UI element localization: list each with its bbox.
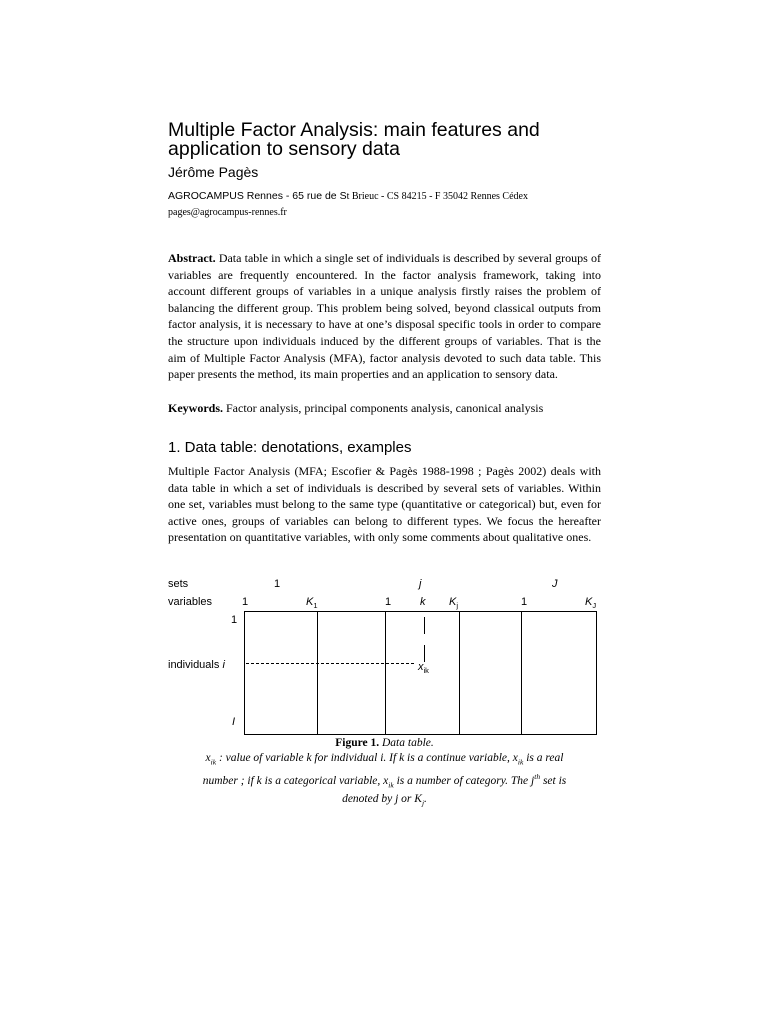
divider-3: [459, 611, 460, 734]
c2-b: is a number of category. The j: [393, 775, 535, 788]
c1-x2sub: ik: [517, 757, 524, 767]
affiliation-part2: t Brieuc - CS 84215 - F 35042 Rennes Cédex: [346, 191, 528, 202]
var-label-1b: 1: [385, 596, 392, 608]
keywords-text: Factor analysis, principal components analysis, canonical analysis: [223, 401, 544, 415]
c3-b: .: [424, 793, 427, 806]
K1-base: K: [306, 596, 314, 608]
ind-label-1: 1: [231, 614, 238, 626]
keywords-label: Keywords.: [168, 401, 223, 415]
row-label-variables: variables: [168, 596, 213, 608]
ind-label-I: I: [232, 716, 236, 728]
col-k-dash-2: [424, 645, 425, 662]
row-label-sets: sets: [168, 578, 189, 590]
c1-x2: x: [512, 752, 518, 764]
c2-a: number ; if k is a categorical variable,: [202, 775, 384, 788]
set-label-J: J: [552, 578, 558, 590]
c2-x: x: [383, 775, 389, 788]
KJ-sub: J: [592, 601, 597, 611]
abstract-label: Abstract.: [168, 251, 216, 265]
K1-sub: 1: [313, 601, 318, 611]
cell-x-ik: [418, 661, 429, 675]
section-heading: 1. Data table: denotations, examples: [168, 439, 412, 456]
var-label-1c: 1: [521, 596, 528, 608]
divider-1: [317, 611, 318, 734]
paper-title: Multiple Factor Analysis: main features and application to sensory data: [168, 119, 540, 160]
c1-a: : value of variable k for individual i. If k is a continue variable,: [216, 752, 513, 764]
figure-caption: [168, 736, 601, 811]
c2-c: set is: [540, 775, 567, 788]
c1-xsub: ik: [210, 757, 217, 767]
author-email: pages@agrocampus-rennes.fr: [168, 207, 287, 218]
keywords: [168, 400, 601, 417]
col-k-dash-1: [424, 617, 425, 634]
Kj-base: K: [449, 596, 457, 608]
set-label-j: j: [419, 578, 422, 590]
set-label-1: 1: [274, 578, 281, 590]
var-label-Kj: [449, 596, 458, 610]
c1-x: x: [205, 752, 211, 764]
c3-a: denoted by j or K: [342, 793, 422, 806]
KJ-base: K: [585, 596, 593, 608]
section-body: Multiple Factor Analysis (MFA; Escofier & Pagès 1988-1998 ; Pagès 2002) deals with data table in which a set of individuals is described by several sets of variables. Within one set, variables must belong to the same type (quantitative or categorical) but, even for active ones, groups of variables can belong to different types. We focus the hereafter presentation on quantitative variables, with only some comments about qualitative ones.: [168, 464, 601, 545]
caption-title-text: Data table.: [379, 737, 434, 749]
individual-i: i: [222, 659, 225, 671]
divider-4: [521, 611, 522, 734]
author-name: Jérôme Pagès: [168, 164, 259, 180]
individuals-word: individuals: [168, 659, 220, 671]
var-label-1a: 1: [242, 596, 249, 608]
var-label-KJ: [585, 596, 596, 610]
caption-label: Figure 1.: [335, 737, 380, 749]
var-label-k: k: [420, 596, 426, 608]
row-label-individuals: [168, 659, 225, 671]
x-base: x: [418, 661, 424, 673]
c2-xsub: ik: [388, 780, 394, 790]
Kj-sub: j: [456, 601, 459, 611]
x-sub: ik: [423, 666, 429, 676]
var-label-K1: [306, 596, 318, 610]
caption-line-3: [168, 792, 601, 810]
c3-sub: j: [421, 798, 425, 808]
abstract: [168, 250, 601, 383]
abstract-text: Data table in which a single set of individuals is described by several groups of variables are frequently encountered. In the factor analysis framework, taking into account different groups of variables in a unique analysis firstly raises the problem of balancing the different group. This problem being solved, beyond classical outputs from factor analysis, it is necessary to have at one’s disposal specific tools in order to compare the structure upon individuals induced by the different groups of variables. That is the aim of Multiple Factor Analysis (MFA), factor analysis devoted to such data table. This paper presents the method, its main properties and an application to sensory data.: [168, 251, 601, 382]
caption-line-2: [168, 769, 601, 792]
caption-title: [168, 736, 601, 751]
affiliation-part1: AGROCAMPUS Rennes - 65 rue de S: [168, 190, 347, 202]
affiliation: [168, 190, 528, 202]
row-i-dashed-line: [246, 663, 414, 664]
c2-sup: th: [534, 772, 541, 782]
divider-2: [385, 611, 386, 734]
caption-line-1: [168, 751, 601, 769]
c1-b: is a real: [523, 752, 564, 764]
